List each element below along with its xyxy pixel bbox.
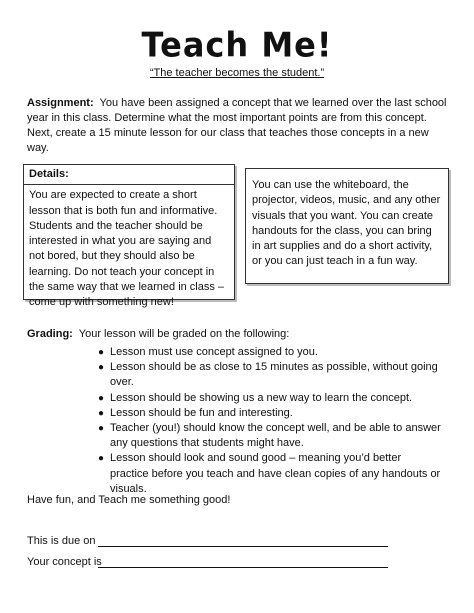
details-box [23,164,235,309]
due-date-blank[interactable] [98,546,388,547]
page-subtitle: “The teacher becomes the student.” [149,67,325,79]
grading-intro: Your lesson will be graded on the following: [78,328,290,340]
details-text: You are expected to create a short lesson that is both fun and informative. Students and the teacher should be interested in what you are saying and not bored, but they should also be learning. Do not teach your concept in the same way that we learned in class – come up with something new! [29,189,225,309]
list-item [96,451,441,497]
assignment-label: Assignment: [27,97,94,109]
concept-blank[interactable] [98,567,388,568]
bullet-icon: ● [98,407,105,419]
assignment-paragraph [27,96,447,156]
grading-criteria-list [96,345,441,497]
bullet-icon: ● [98,423,105,435]
bullet-icon: ● [98,347,105,358]
criterion-text: Lesson should be fun and interesting. [110,406,293,419]
due-label: This is due on [27,535,96,547]
list-item [96,421,441,451]
criterion-text: Lesson must use concept assigned to you. [110,346,318,358]
concept-label: Your concept is [27,556,102,568]
criterion-text: Lesson should be showing us a new way to learn the concept. [110,391,413,404]
resources-text: You can use the whiteboard, the projector, videos, music, and any other visuals that you want. You can create handouts for the class, you can bring in art supplies and do a short activity, or you can just teach in a fun way. [252,179,441,268]
criterion-text: Lesson should look and sound good – meaning you’d better practice before you teach and have clean copies of any handouts or visuals. [110,452,441,495]
list-item [96,406,441,421]
grading-paragraph [27,327,447,342]
details-heading: Details: [24,165,234,185]
criterion-text: Lesson should be as close to 15 minutes as possible, without going over. [110,361,438,389]
page-title: Teach Me! [141,25,333,65]
assignment-text: You have been assigned a concept that we learned over the last school year in this class. Determine what the most important points are from this concept. Next, create a 15 minute lesson for our class that teaches those concepts in a new way. [27,97,447,154]
bullet-icon: ● [98,392,105,404]
closing-line: Have fun, and Teach me something good! [27,494,231,506]
bullet-icon: ● [98,453,105,465]
list-item [96,360,441,390]
list-item [96,345,441,360]
grading-label: Grading: [27,328,73,340]
resources-box [245,168,449,284]
list-item [96,391,441,406]
bullet-icon: ● [98,362,105,374]
criterion-text: Teacher (you!) should know the concept well, and be able to answer any questions that students might have. [110,422,441,450]
